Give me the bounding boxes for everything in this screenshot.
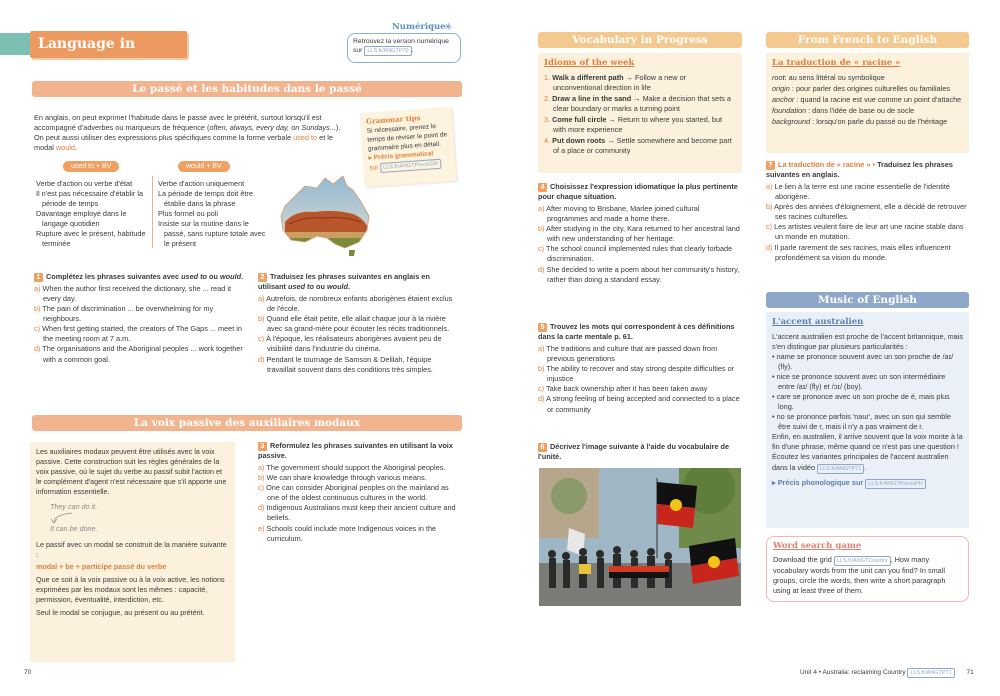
- section-title-past-habits: Le passé et les habitudes dans le passé: [32, 81, 462, 97]
- video-link[interactable]: LLS.fr/ANGTP71: [817, 464, 864, 474]
- music-box: L'accent australien L'accent australien est proche de l'accent britannique, mais s'en distingue par plusieurs particularités : • name se prononce souvent avec un son proche de /aɪ/ (fly). • nice se prononce souvent avec un son intermédiaire entre /aɪ/ (fly) et /ɔɪ/ (boy). • care se prononce avec un son proche de é, mais plus long. • no se prononce parfois 'naur', avec un son qui semble être suivi de r, mais il n'y a pas vraiment de r. Enfin, en australien, il arrive souvent que la voix monte à la fin d'une phrase, même quand ce n'est pas une question ! Écoutez les variantes principales de l'accent australien dans la vidéo LLS.fr/ANGTP71 . ▸ Précis phonologique sur LLS.fr/ANGTPrecisPH: [766, 312, 969, 528]
- footer-right: Unit 4 • Australia: reclaiming Country LLS.fr/ANGTP71 71: [800, 669, 974, 676]
- grammar-link-label[interactable]: ▸ Précis grammatical: [368, 150, 434, 162]
- fte-box: La traduction de « racine » root: au sens littéral ou symbolique origin : pour parler des origines culturelles ou familiales anchor : quand la racine est vue comme un point d'attache foundation : dans l'idée de base ou de socle background : lorsqu'on parle du passé ou de l'héritage: [766, 53, 969, 153]
- idiom-3: 3. Come full circle → Return to where you started, but with more experience: [544, 114, 723, 135]
- fte-foundation: foundation : dans l'idée de base ou de socle: [772, 105, 915, 115]
- ex3-item-b: b) We can share knowledge through various means.: [258, 473, 427, 483]
- ex1-item-d: d) The organisations and the Aboriginal peoples ... work together with a common goal.: [34, 344, 243, 364]
- numerique-link[interactable]: LLS.fr/ANGTP70: [364, 46, 411, 56]
- grammar-tips-note: Grammar tips Si nécessaire, prenez le temps de réviser le point de grammaire plus en détail. ▸ Précis grammatical sur LLS.fr/ANGTPrecisGR: [360, 107, 457, 187]
- used-to-pill: used to + BV: [63, 161, 119, 172]
- accent-care: • care se prononce avec un son proche de é, mais plus long.: [772, 392, 950, 412]
- ex4-item-c: c) The school council implemented rules that clearly forbade discrimination.: [538, 244, 733, 264]
- page-number-left: 70: [24, 669, 32, 676]
- section1-intro: En anglais, on peut exprimer l'habitude dans le passé avec le prétérit, surtout lorsqu'il est accompagné d'adverbes ou marqueurs de fréquence (often, always, every day, on Sundays...). On peut aussi utiliser des expressions plus spécifiques comme la forme verbale used to et le modal would.: [34, 113, 341, 153]
- passive-modals-box: Les auxiliaires modaux peuvent être utilisés avec la voix passive. Cette construction suit les règles générales de la voix passive, où le sujet du verbe au passif subit l'action et le complément d'agent n'est nécessaire que s'il apporte une information essentielle. They can do it. It can be done. Le passif avec un modal se construit de la manière suivante : modal + be + participe passé du verbe Que ce soit à la voix passive ou à la voix active, les notions exprimées par les modaux sont les mêmes : capacité, permission, éventualité, interdiction, etc. Seul le modal se conjugue, au présent ou au prétérit.: [30, 442, 235, 662]
- music-header: Music of English: [766, 292, 969, 308]
- fte-root: root: au sens littéral ou symbolique: [772, 72, 885, 82]
- exercise-5: 5 Trouvez les mots qui correspondent à ces définitions dans la carte mentale p. 61. a) The traditions and culture that are passed down from previous generations b) The ability to recover and stay strong despite difficulties or injustice c) Take back ownership after it has been taken away d) A strong feeling of being accepted and connected to a place or community: [538, 322, 742, 415]
- ex7-item-b: b) Après des années d'éloignement, elle a décidé de retrouver ses racines culturelles.: [766, 202, 967, 222]
- exercise-1: 1 Complétez les phrases suivantes avec used to ou would. a) When the author first received the dictionary, she ... read it every day. b) The pain of discrimination ... be overwhelming for my neighbours. c) When first getting started, the creators of The Gaps ... meet in the meeting room at 7 a.m. d) The organisations and the Aboriginal peoples ... work together with a common goal.: [34, 272, 244, 364]
- idiom-1: 1. Walk a different path → Follow a new or unconventional direction in life: [544, 72, 687, 92]
- flag-right: [689, 538, 739, 584]
- section-title-passive-modals: La voix passive des auxiliaires modaux: [32, 415, 462, 431]
- ex4-item-b: b) After studying in the city, Kara returned to her ancestral land with new understanding of her heritage.: [538, 224, 740, 244]
- fte-origin: origin : pour parler des origines culturelles ou familiales: [772, 83, 951, 93]
- vocab-header: Vocabulary in Progress: [538, 32, 742, 48]
- page-title: Language in Progress: [38, 36, 136, 79]
- arrow-icon: [48, 512, 78, 524]
- footer-link[interactable]: LLS.fr/ANGTP71: [907, 668, 954, 678]
- ex7-item-a: a) Le lien à la terre est une racine essentielle de l'identité aborigène.: [766, 182, 950, 202]
- ex1-item-a: a) When the author first received the dictionary, she ... read it every day.: [34, 284, 231, 304]
- used-to-list: Verbe d'action ou verbe d'état Il n'est pas nécessaire d'établir la période de temps Davantage employé dans le langage quotidien Rupture avec le présent, habitude terminée: [36, 179, 146, 249]
- ex3-item-e: e) Schools could include more Indigenous voices in the curriculum.: [258, 523, 437, 543]
- accent-no: • no se prononce parfois 'naur', avec un son qui semble être suivi de r, mais il n'y a pas vraiment de r.: [772, 412, 951, 432]
- fte-anchor: anchor : quand la racine est vue comme un point d'attache: [772, 94, 962, 104]
- ex3-item-c: c) One can consider Aboriginal peoples on the mainland as one of the oldest continuous cultures in the world.: [258, 483, 449, 503]
- would-list: Verbe d'action uniquement La période de temps doit être établie dans la phrase Plus formel ou poli Insiste sur la routine dans le passé, sans rupture totale avec le présent: [158, 179, 266, 249]
- accent-nice: • nice se prononce souvent avec un son intermédiaire entre /aɪ/ (fly) et /ɔɪ/ (boy).: [772, 371, 946, 392]
- fte-background: background : lorsqu'on parle du passé ou de l'héritage: [772, 116, 948, 126]
- exercise-7: 7 La traduction de « racine » • Traduisez les phrases suivantes en anglais. a) Le lien à la terre est une racine essentielle de l'identité aborigène. b) Après des années d'éloignement, elle a décidé de retrouver ses racines culturelles. c) Les artistes veulent faire de leur art une racine stable dans un monde en mutation. d) Il parle rarement de ses racines, mais elles influencent profondément sa vision du monde.: [766, 160, 969, 263]
- exercise-2: 2 Traduisez les phrases suivantes en anglais en utilisant used to ou would. a) Autrefois, de nombreux enfants aborigènes étaient exclus de l'école. b) Quand elle était petite, elle allait chaque jour à la rivière avec sa grand-mère pour écouter les récits traditionnels. c) À l'époque, les réalisateurs aborigènes avaient peu de visibilité dans l'industrie du cinéma. d) Pendant le tournage de Samson & Delilah, l'équipe travaillait souvent dans des conditions très simples.: [258, 272, 458, 375]
- ex5-item-b: b) The ability to recover and stay strong despite difficulties or injustice: [538, 364, 735, 384]
- march-photo: [539, 468, 741, 606]
- idiom-2: 2. Draw a line in the sand → Make a decision that sets a clear boundary or marks a turning point: [544, 93, 731, 113]
- ex5-item-d: d) A strong feeling of being accepted and connected to a place or community: [538, 394, 740, 414]
- ex3-item-a: a) The government should support the Aboriginal peoples.: [258, 463, 446, 473]
- page-title-box: [30, 31, 187, 79]
- numerique-title: Numérique: [392, 22, 446, 32]
- exercise-6: 6 Décrivez l'image suivante à l'aide du vocabulaire de l'unité.: [538, 442, 730, 462]
- ex1-item-b: b) The pain of discrimination ... be overwhelming for my neighbours.: [34, 304, 214, 324]
- ex5-item-c: c) Take back ownership after it has been taken away: [538, 384, 708, 394]
- wordsearch-title: Word search game: [773, 541, 862, 551]
- ex4-item-a: a) After moving to Brisbane, Marlee joined cultural programmes and made a home there.: [538, 204, 700, 224]
- australia-map-image: [275, 172, 375, 257]
- numerique-box: Retrouvez la version numérique sur LLS.fr/ANGTP70 .: [347, 33, 461, 63]
- ex2-item-d: d) Pendant le tournage de Samson & Delilah, l'équipe travaillait souvent dans des conditions très simples.: [258, 354, 433, 374]
- sparkle-icon: ✳: [444, 22, 453, 33]
- ex4-item-d: d) She decided to write a poem about her community's history, rather than doing a standard essay.: [538, 264, 740, 284]
- exercise-3: 3 Reformulez les phrases suivantes en utilisant la voix passive. a) The government should support the Aboriginal peoples. b) We can share knowledge through various means. c) One can consider Aboriginal peoples on the mainland as one of the oldest continuous cultures in the world. d) Indigenous Australians must keep their ancient culture and beliefs. e) Schools could include more Indigenous voices in the curriculum.: [258, 441, 458, 544]
- ex7-item-c: c) Les artistes veulent faire de leur art une racine stable dans un monde en mutation.: [766, 222, 964, 242]
- exercise-4: 4 Choisissez l'expression idiomatique la plus pertinente pour chaque situation. a) After moving to Brisbane, Marlee joined cultural programmes and made a home there. b) After studying in the city, Kara returned to her ancestral land with new understanding of her heritage. c) The school council implemented rules that clearly forbade discrimination. d) She decided to write a poem about her community's history, rather than doing a standard essay.: [538, 182, 742, 285]
- precis-link[interactable]: LLS.fr/ANGTPrecisPH: [865, 479, 925, 489]
- ex1-item-c: c) When first getting started, the creators of The Gaps ... meet in the meeting room at 7 a.m.: [34, 324, 242, 344]
- pill-divider: [152, 176, 153, 248]
- title-tab-accent: [0, 33, 30, 55]
- ex3-item-d: d) Indigenous Australians must keep their ancient culture and beliefs.: [258, 503, 456, 523]
- accent-name: • name se prononce souvent avec un son proche de /aɪ/ (fly).: [772, 351, 954, 371]
- ex2-item-b: b) Quand elle était petite, elle allait chaque jour à la rivière avec sa grand-mère pour écouter les récits traditionnels.: [258, 314, 450, 334]
- idioms-box: Idioms of the week 1. Walk a different path → Follow a new or unconventional direction in life 2. Draw a line in the sand → Make a decision that sets a clear boundary or marks a turning point 3. Come full circle → Return to where you started, but with more experience 4. Put down roots → Settle somewhere and become part of a place or community: [538, 53, 742, 173]
- idiom-4: 4. Put down roots → Settle somewhere and become part of a place or community: [544, 136, 732, 156]
- wordsearch-box: Word search game Download the grid LLS.fr/ANGTCountry . How many vocabulary words from the unit can you find? In small groups, circle the words, then write a short paragraph using at least three of them.: [766, 536, 969, 602]
- accent-list: [772, 352, 963, 433]
- precis-label[interactable]: ▸ Précis phonologique sur: [772, 477, 864, 487]
- ex5-item-a: a) The traditions and culture that are passed down from previous generations: [538, 344, 718, 364]
- fte-header: From French to English: [766, 32, 969, 48]
- grid-link[interactable]: LLS.fr/ANGTCountry: [834, 556, 891, 566]
- ex2-item-a: a) Autrefois, de nombreux enfants aborigènes étaient exclus de l'école.: [258, 294, 453, 314]
- would-pill: would + BV: [178, 161, 230, 172]
- ex2-item-c: c) À l'époque, les réalisateurs aborigènes avaient peu de visibilité dans l'industrie du cinéma.: [258, 334, 442, 354]
- ex7-item-d: d) Il parle rarement de ses racines, mais elles influencent profondément sa vision du monde.: [766, 242, 951, 262]
- grammar-link[interactable]: LLS.fr/ANGTPrecisGR: [380, 158, 442, 172]
